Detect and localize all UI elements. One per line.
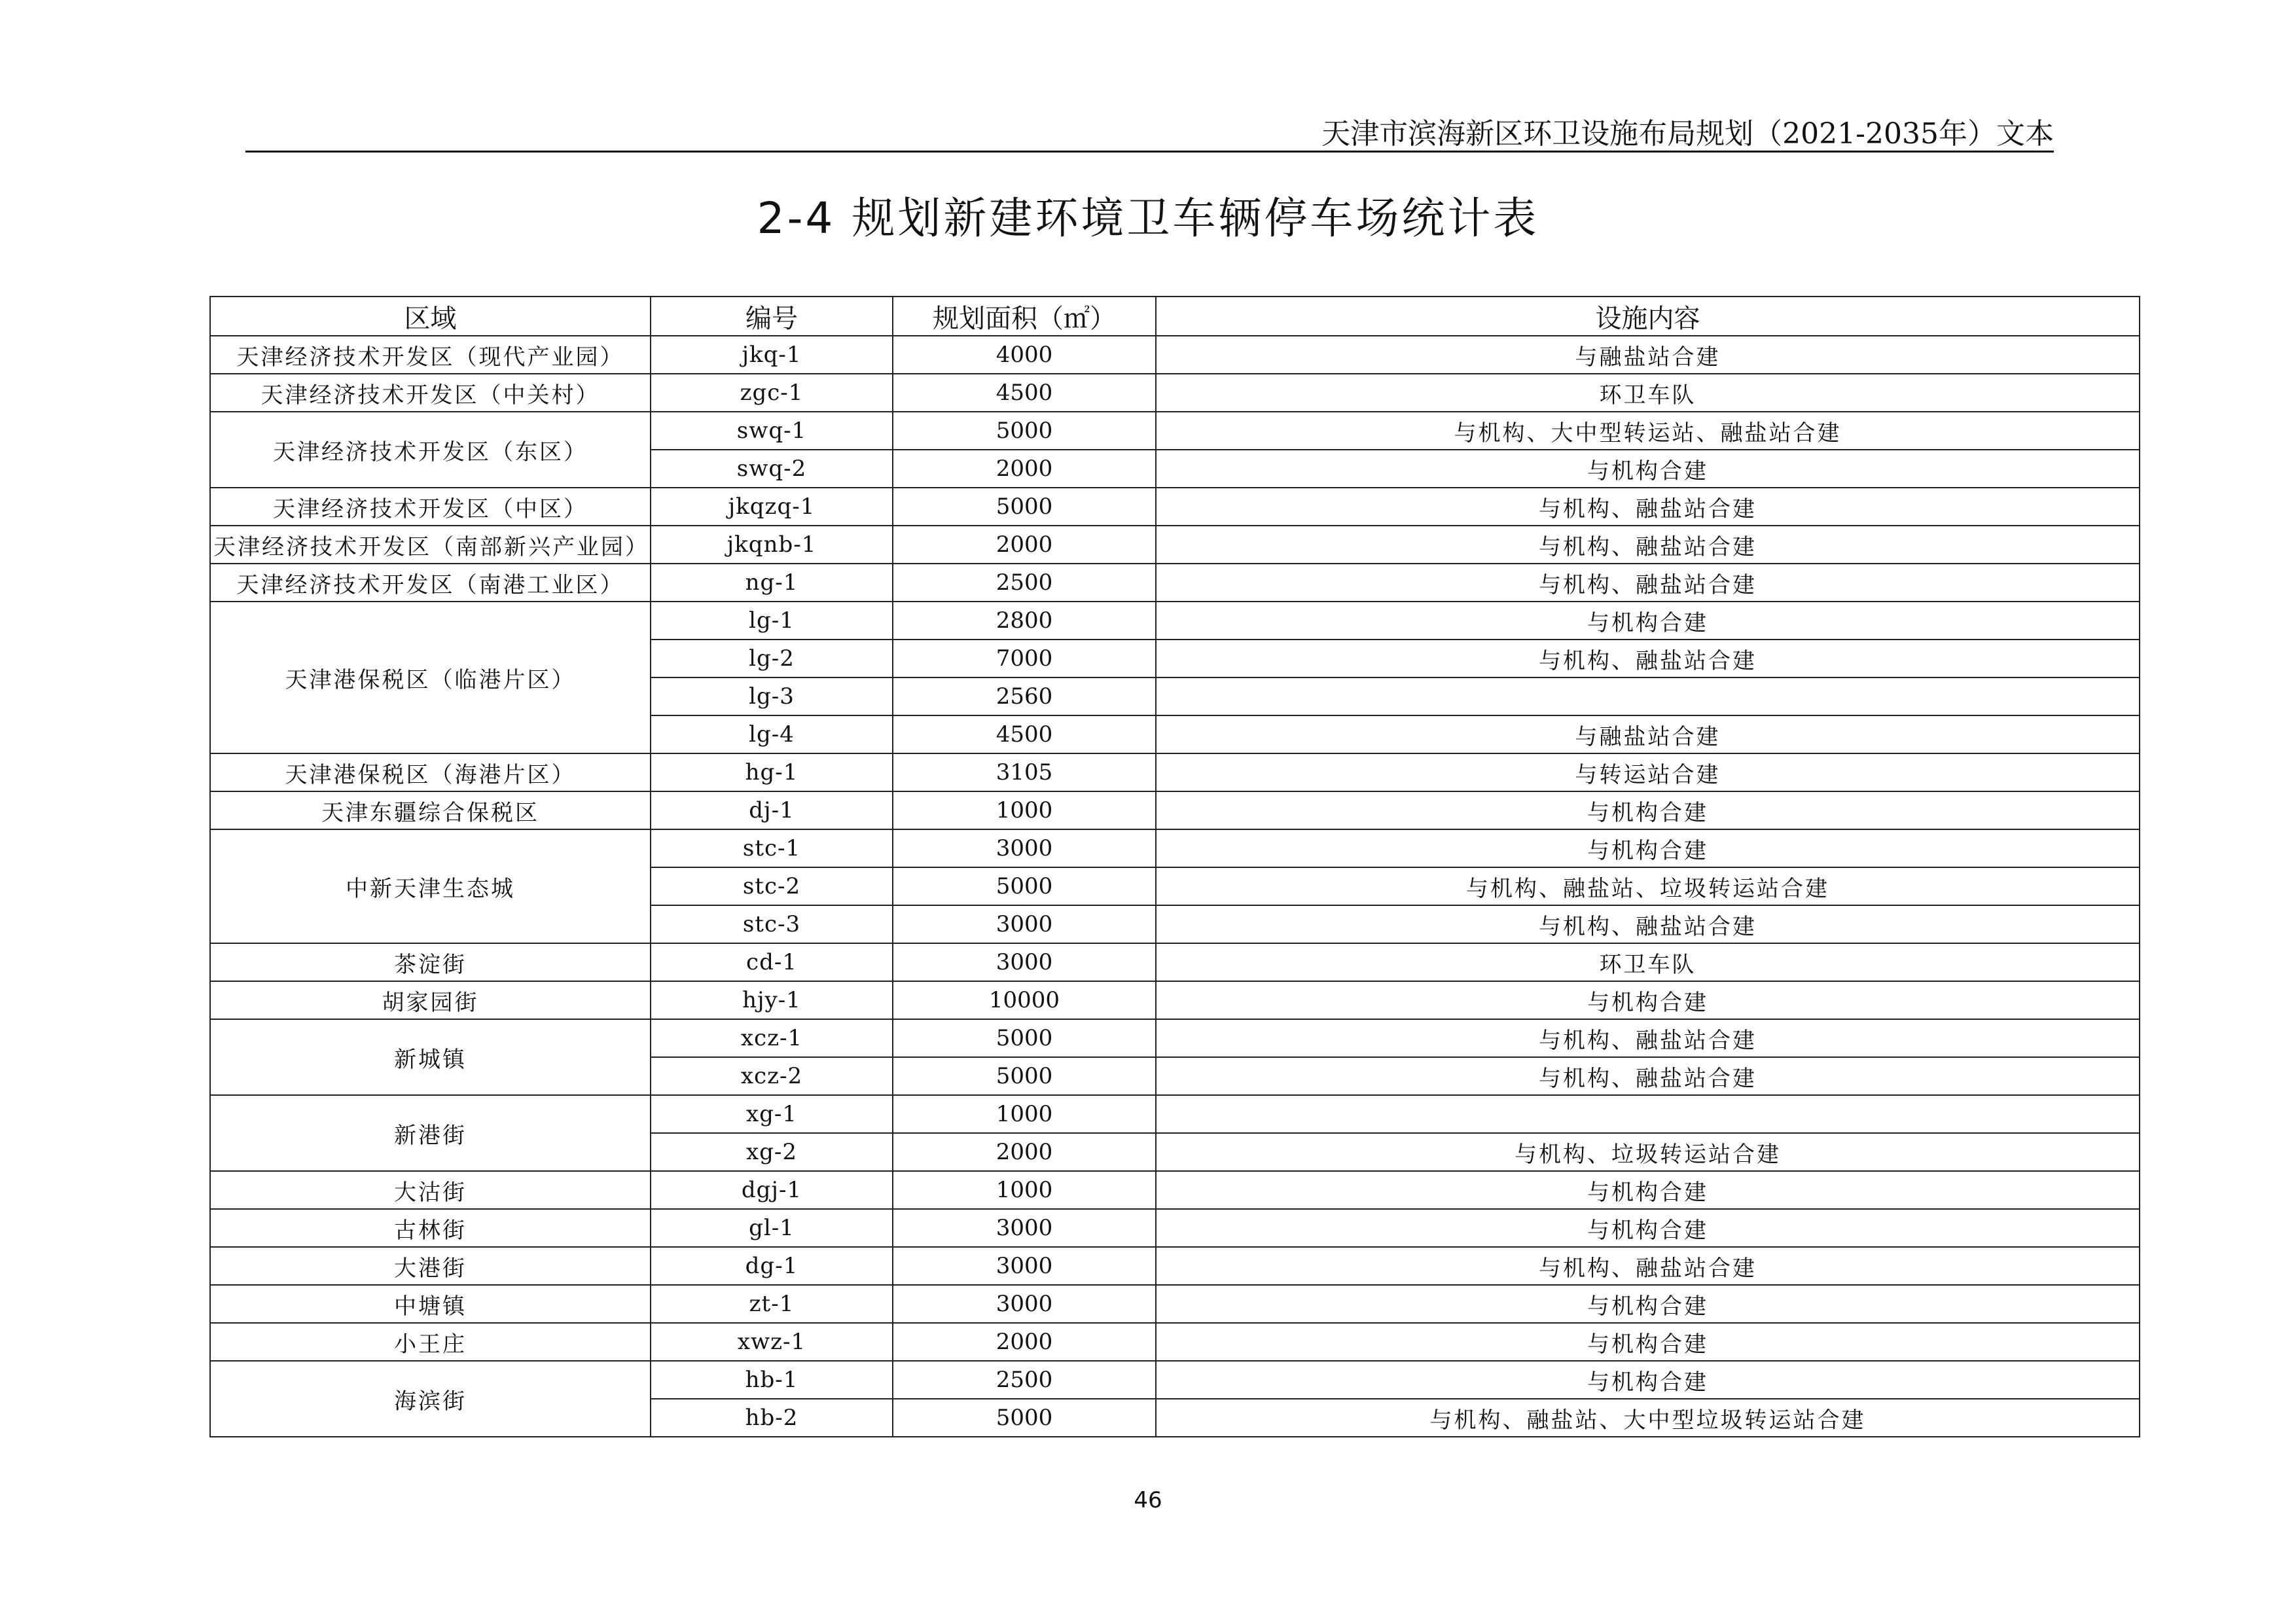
column-header-code: 编号: [651, 297, 893, 336]
area-cell: 2000: [893, 450, 1156, 488]
code-cell: xg-1: [651, 1095, 893, 1133]
code-cell: lg-3: [651, 677, 893, 715]
area-cell: 5000: [893, 867, 1156, 905]
area-cell: 10000: [893, 981, 1156, 1019]
area-cell: 3000: [893, 1285, 1156, 1323]
content-cell: 与机构合建: [1156, 450, 2140, 488]
region-cell: 天津港保税区（海港片区）: [210, 753, 651, 791]
region-cell: 天津经济技术开发区（中关村）: [210, 374, 651, 412]
area-cell: 2000: [893, 1323, 1156, 1361]
region-cell: 大港街: [210, 1247, 651, 1285]
code-cell: xcz-2: [651, 1057, 893, 1095]
region-cell: 中新天津生态城: [210, 829, 651, 943]
content-cell: 与机构、融盐站、大中型垃圾转运站合建: [1156, 1399, 2140, 1437]
area-cell: 3000: [893, 1209, 1156, 1247]
code-cell: swq-2: [651, 450, 893, 488]
content-cell: 与机构、融盐站合建: [1156, 488, 2140, 526]
content-cell: 与机构、融盐站合建: [1156, 640, 2140, 677]
code-cell: zt-1: [651, 1285, 893, 1323]
code-cell: jkqnb-1: [651, 526, 893, 564]
code-cell: zgc-1: [651, 374, 893, 412]
table-row: [210, 488, 2140, 526]
region-cell: 小王庄: [210, 1323, 651, 1361]
content-cell: 与机构合建: [1156, 602, 2140, 640]
code-cell: hb-2: [651, 1399, 893, 1437]
content-cell: 与机构、融盐站合建: [1156, 1019, 2140, 1057]
table-title: 2-4 规划新建环境卫车辆停车场统计表: [757, 193, 1539, 244]
table-row: [210, 753, 2140, 791]
area-cell: 3000: [893, 1247, 1156, 1285]
region-cell: 天津经济技术开发区（南部新兴产业园）: [210, 526, 651, 564]
content-cell: 与融盐站合建: [1156, 336, 2140, 374]
area-cell: 4500: [893, 374, 1156, 412]
table-row: [210, 564, 2140, 602]
area-cell: 2560: [893, 677, 1156, 715]
area-cell: 3105: [893, 753, 1156, 791]
content-cell: 与机构、融盐站合建: [1156, 1247, 2140, 1285]
table-row: [210, 1209, 2140, 1247]
region-cell: 天津经济技术开发区（中区）: [210, 488, 651, 526]
code-cell: swq-1: [651, 412, 893, 450]
page-number: 46: [1134, 1487, 1162, 1513]
content-cell: 与机构、融盐站合建: [1156, 905, 2140, 943]
area-cell: 2500: [893, 564, 1156, 602]
area-cell: 1000: [893, 791, 1156, 829]
area-cell: 4500: [893, 715, 1156, 753]
column-header-region: 区域: [210, 297, 651, 336]
content-cell: 与融盐站合建: [1156, 715, 2140, 753]
area-cell: 5000: [893, 412, 1156, 450]
region-cell: 古林街: [210, 1209, 651, 1247]
table-row: [210, 981, 2140, 1019]
code-cell: dgj-1: [651, 1171, 893, 1209]
code-cell: hg-1: [651, 753, 893, 791]
table-row: [210, 1247, 2140, 1285]
content-cell: 与机构、大中型转运站、融盐站合建: [1156, 412, 2140, 450]
area-cell: 5000: [893, 1057, 1156, 1095]
table-row: [210, 336, 2140, 374]
table-row: [210, 1285, 2140, 1323]
content-cell: 环卫车队: [1156, 374, 2140, 412]
area-cell: 3000: [893, 943, 1156, 981]
region-cell: 天津经济技术开发区（现代产业园）: [210, 336, 651, 374]
header-divider: [245, 151, 2054, 153]
content-cell: 与机构合建: [1156, 1209, 2140, 1247]
content-cell: 与机构合建: [1156, 829, 2140, 867]
table-row: [210, 1019, 2140, 1057]
area-cell: 2800: [893, 602, 1156, 640]
code-cell: gl-1: [651, 1209, 893, 1247]
area-cell: 3000: [893, 829, 1156, 867]
table-row: [210, 1323, 2140, 1361]
area-cell: 5000: [893, 1019, 1156, 1057]
table-body: [210, 336, 2140, 1437]
content-cell: 与机构合建: [1156, 1171, 2140, 1209]
code-cell: jkq-1: [651, 336, 893, 374]
area-cell: 5000: [893, 488, 1156, 526]
code-cell: xg-2: [651, 1133, 893, 1171]
content-cell: 与机构合建: [1156, 981, 2140, 1019]
region-cell: 中塘镇: [210, 1285, 651, 1323]
area-cell: 4000: [893, 336, 1156, 374]
code-cell: hb-1: [651, 1361, 893, 1399]
table-row: [210, 526, 2140, 564]
parking-lot-table: [209, 296, 2140, 1437]
region-cell: 茶淀街: [210, 943, 651, 981]
content-cell: 与机构合建: [1156, 1361, 2140, 1399]
table-row: [210, 602, 2140, 640]
code-cell: dj-1: [651, 791, 893, 829]
table-row: [210, 1171, 2140, 1209]
table-row: [210, 943, 2140, 981]
region-cell: 新港街: [210, 1095, 651, 1171]
table-row: [210, 829, 2140, 867]
table-row: [210, 374, 2140, 412]
region-cell: 天津东疆综合保税区: [210, 791, 651, 829]
code-cell: jkqzq-1: [651, 488, 893, 526]
content-cell: 与机构合建: [1156, 1285, 2140, 1323]
code-cell: dg-1: [651, 1247, 893, 1285]
region-cell: 天津经济技术开发区（南港工业区）: [210, 564, 651, 602]
area-cell: 1000: [893, 1171, 1156, 1209]
area-cell: 1000: [893, 1095, 1156, 1133]
code-cell: stc-1: [651, 829, 893, 867]
code-cell: stc-2: [651, 867, 893, 905]
region-cell: 新城镇: [210, 1019, 651, 1095]
code-cell: xwz-1: [651, 1323, 893, 1361]
code-cell: cd-1: [651, 943, 893, 981]
table-row: [210, 1095, 2140, 1133]
content-cell: 环卫车队: [1156, 943, 2140, 981]
running-header-title: 天津市滨海新区环卫设施布局规划（2021-2035年）文本: [1321, 117, 2054, 151]
area-cell: 7000: [893, 640, 1156, 677]
region-cell: 大沽街: [210, 1171, 651, 1209]
code-cell: xcz-1: [651, 1019, 893, 1057]
content-cell: 与机构合建: [1156, 1323, 2140, 1361]
content-cell: 与机构、融盐站合建: [1156, 1057, 2140, 1095]
area-cell: 5000: [893, 1399, 1156, 1437]
region-cell: 胡家园街: [210, 981, 651, 1019]
column-header-content: 设施内容: [1156, 297, 2140, 336]
table-row: [210, 791, 2140, 829]
code-cell: ng-1: [651, 564, 893, 602]
region-cell: 海滨街: [210, 1361, 651, 1437]
area-cell: 3000: [893, 905, 1156, 943]
content-cell: 与机构、垃圾转运站合建: [1156, 1133, 2140, 1171]
code-cell: lg-4: [651, 715, 893, 753]
content-cell: 与转运站合建: [1156, 753, 2140, 791]
code-cell: lg-2: [651, 640, 893, 677]
content-cell: 与机构、融盐站、垃圾转运站合建: [1156, 867, 2140, 905]
content-cell: 与机构、融盐站合建: [1156, 526, 2140, 564]
content-cell: 与机构合建: [1156, 791, 2140, 829]
content-cell: [1156, 1095, 2140, 1133]
content-cell: [1156, 677, 2140, 715]
region-cell: 天津经济技术开发区（东区）: [210, 412, 651, 488]
table-row: [210, 412, 2140, 450]
code-cell: hjy-1: [651, 981, 893, 1019]
area-cell: 2000: [893, 1133, 1156, 1171]
area-cell: 2500: [893, 1361, 1156, 1399]
area-cell: 2000: [893, 526, 1156, 564]
table-header-row: [210, 297, 2140, 336]
code-cell: stc-3: [651, 905, 893, 943]
code-cell: lg-1: [651, 602, 893, 640]
region-cell: 天津港保税区（临港片区）: [210, 602, 651, 753]
content-cell: 与机构、融盐站合建: [1156, 564, 2140, 602]
column-header-area: 规划面积（㎡）: [893, 297, 1156, 336]
table-row: [210, 1361, 2140, 1399]
